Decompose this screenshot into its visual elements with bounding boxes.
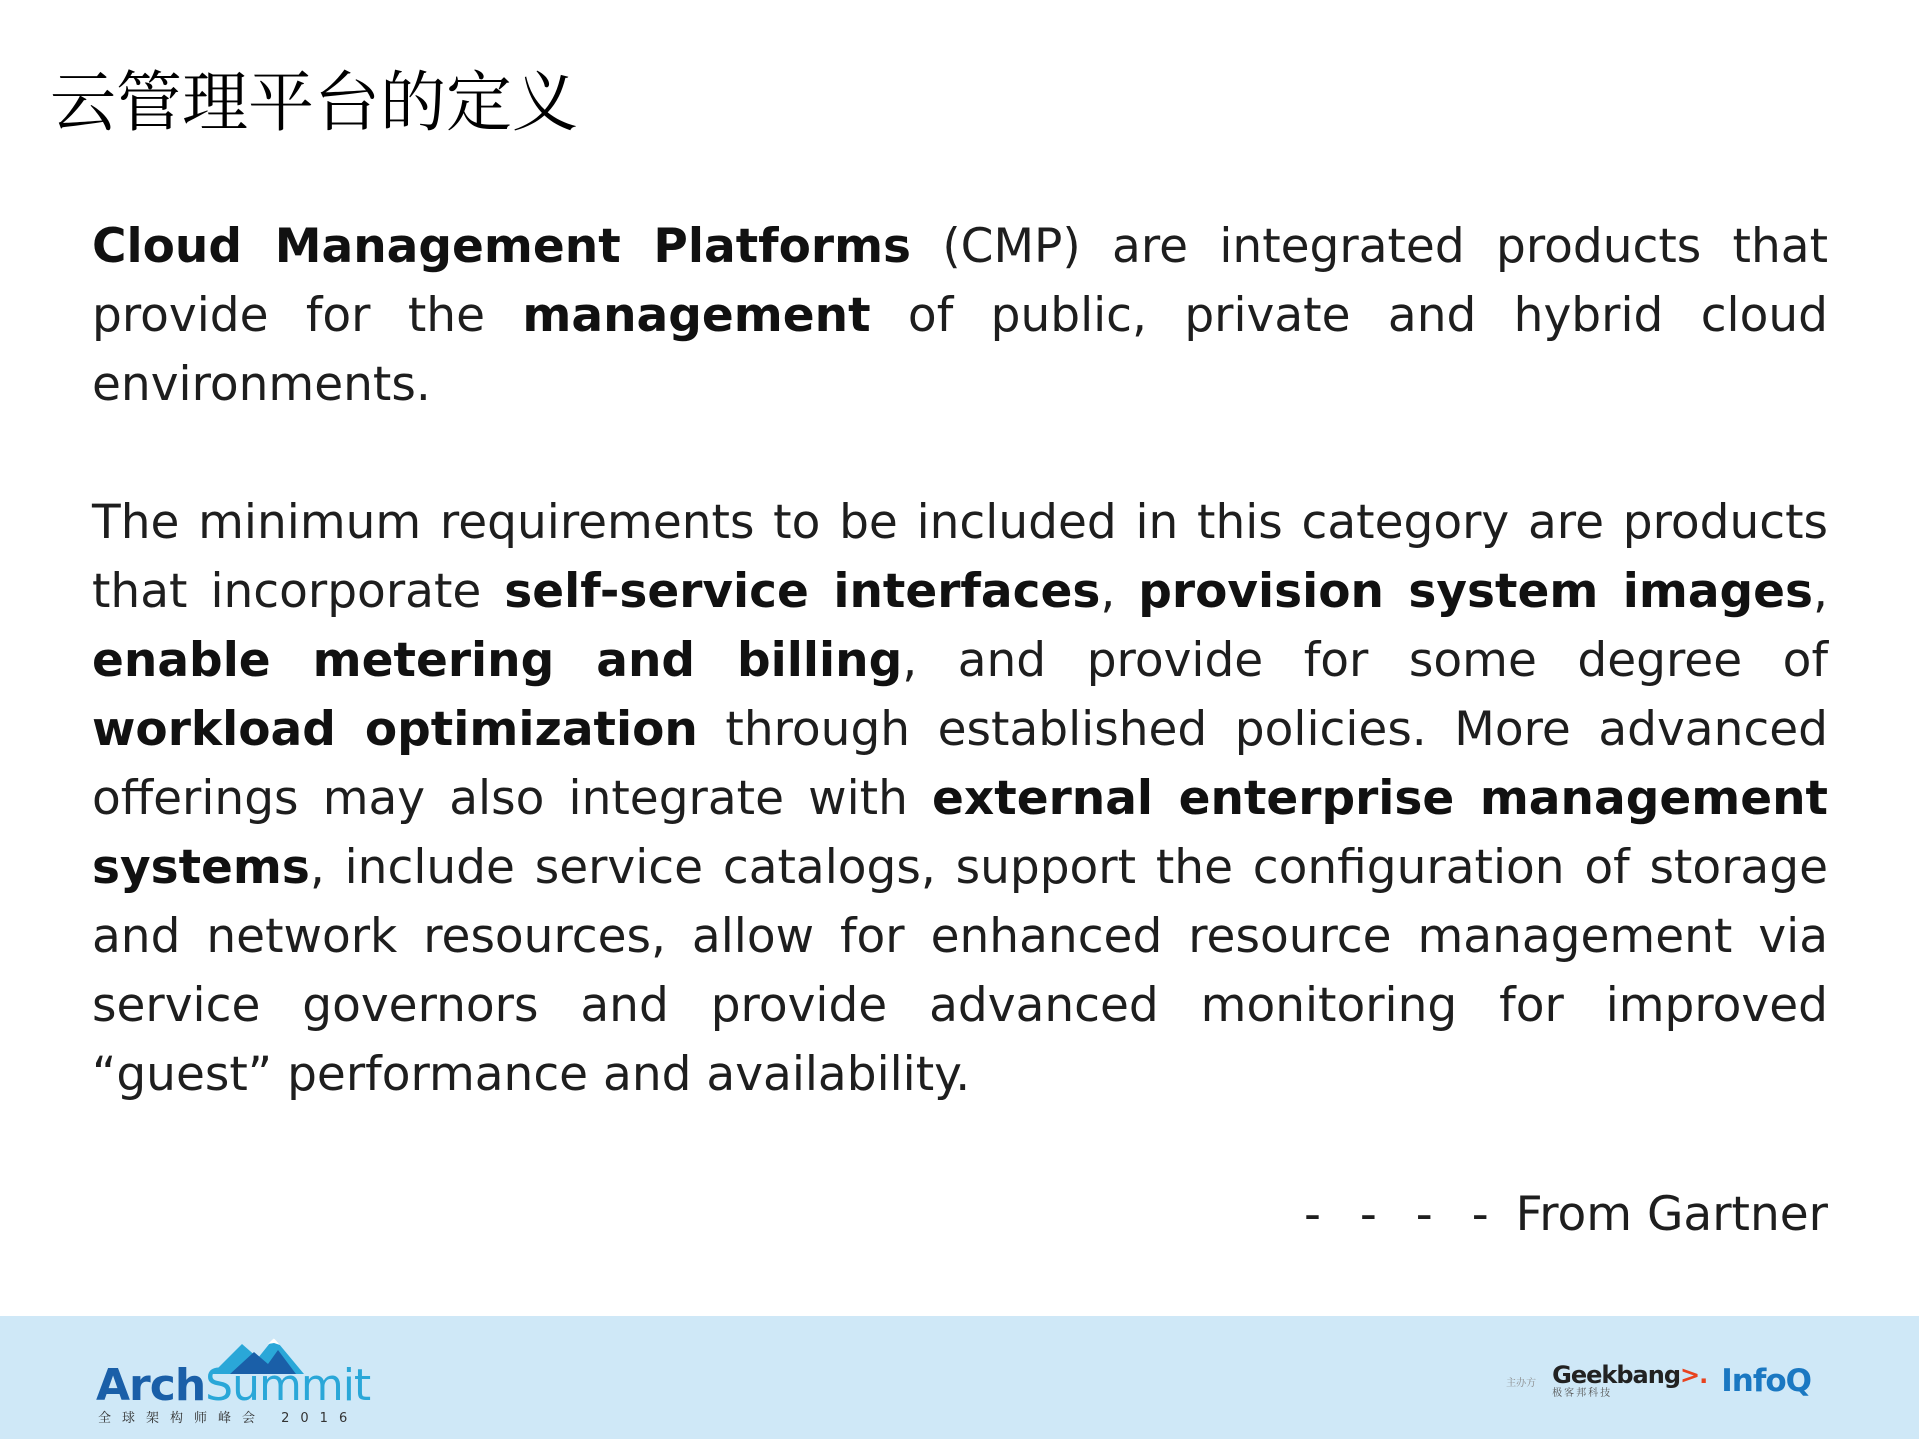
slide-title: 云管理平台的定义	[50, 64, 578, 141]
footer-bar	[0, 1316, 1919, 1439]
requirements-text-3: through established policies. More advanced offerings may also integrate with	[92, 702, 1828, 826]
definition-text-2: of public, private and hybrid cloud environments.	[92, 288, 1828, 412]
archsummit-arch-text: Arch	[96, 1360, 206, 1411]
infoq-logo: InfoQ	[1721, 1363, 1811, 1399]
archsummit-wordmark	[96, 1362, 370, 1410]
term-management: management	[522, 288, 871, 343]
term-workload-optimization: workload optimization	[92, 702, 698, 757]
requirements-text-1: The minimum requirements to be included in this category are products that incorporate	[92, 495, 1828, 619]
term-external-enterprise-management-systems: external enterprise management systems	[92, 771, 1828, 895]
term-enable-metering-and-billing: enable metering and billing	[92, 633, 903, 688]
requirements-text-4: , include service catalogs, support the configuration of storage and network resources, allow for enhanced resource management via service governors and provide advanced monitoring for improved “guest” performance and availability.	[92, 840, 1828, 1102]
term-self-service-interfaces: self-service interfaces	[504, 564, 1101, 619]
slide-content	[92, 212, 1828, 1109]
geekbang-wordmark	[1552, 1362, 1707, 1388]
term-cloud-management-platforms: Cloud Management Platforms	[92, 219, 912, 274]
requirements-text-2: , and provide for some degree of	[902, 633, 1828, 688]
definition-text-1: (CMP) are integrated products that provide for the	[92, 219, 1828, 343]
definition-paragraph	[92, 212, 1828, 419]
term-provision-system-images: provision system images	[1138, 564, 1814, 619]
requirements-paragraph	[92, 488, 1828, 1109]
geekbang-subtitle: 极客邦科技	[1552, 1388, 1613, 1399]
geekbang-logo	[1552, 1362, 1707, 1400]
geekbang-name: Geekbang	[1552, 1361, 1681, 1389]
host-label: 主办方	[1506, 1377, 1537, 1389]
sponsor-logos	[1506, 1356, 1811, 1406]
archsummit-summit-text: Summit	[205, 1360, 371, 1411]
source-attribution	[1304, 1180, 1828, 1249]
requirements-separator-1: ,	[1100, 564, 1139, 619]
archsummit-subtitle: 全球架构师峰会 2016	[98, 1411, 359, 1426]
archsummit-logo	[96, 1336, 371, 1426]
attribution-source: From Gartner	[1500, 1187, 1828, 1242]
requirements-separator-2: ,	[1813, 564, 1828, 619]
attribution-dashes: - - - -	[1304, 1187, 1501, 1242]
geekbang-arrow-icon: >.	[1680, 1361, 1708, 1389]
